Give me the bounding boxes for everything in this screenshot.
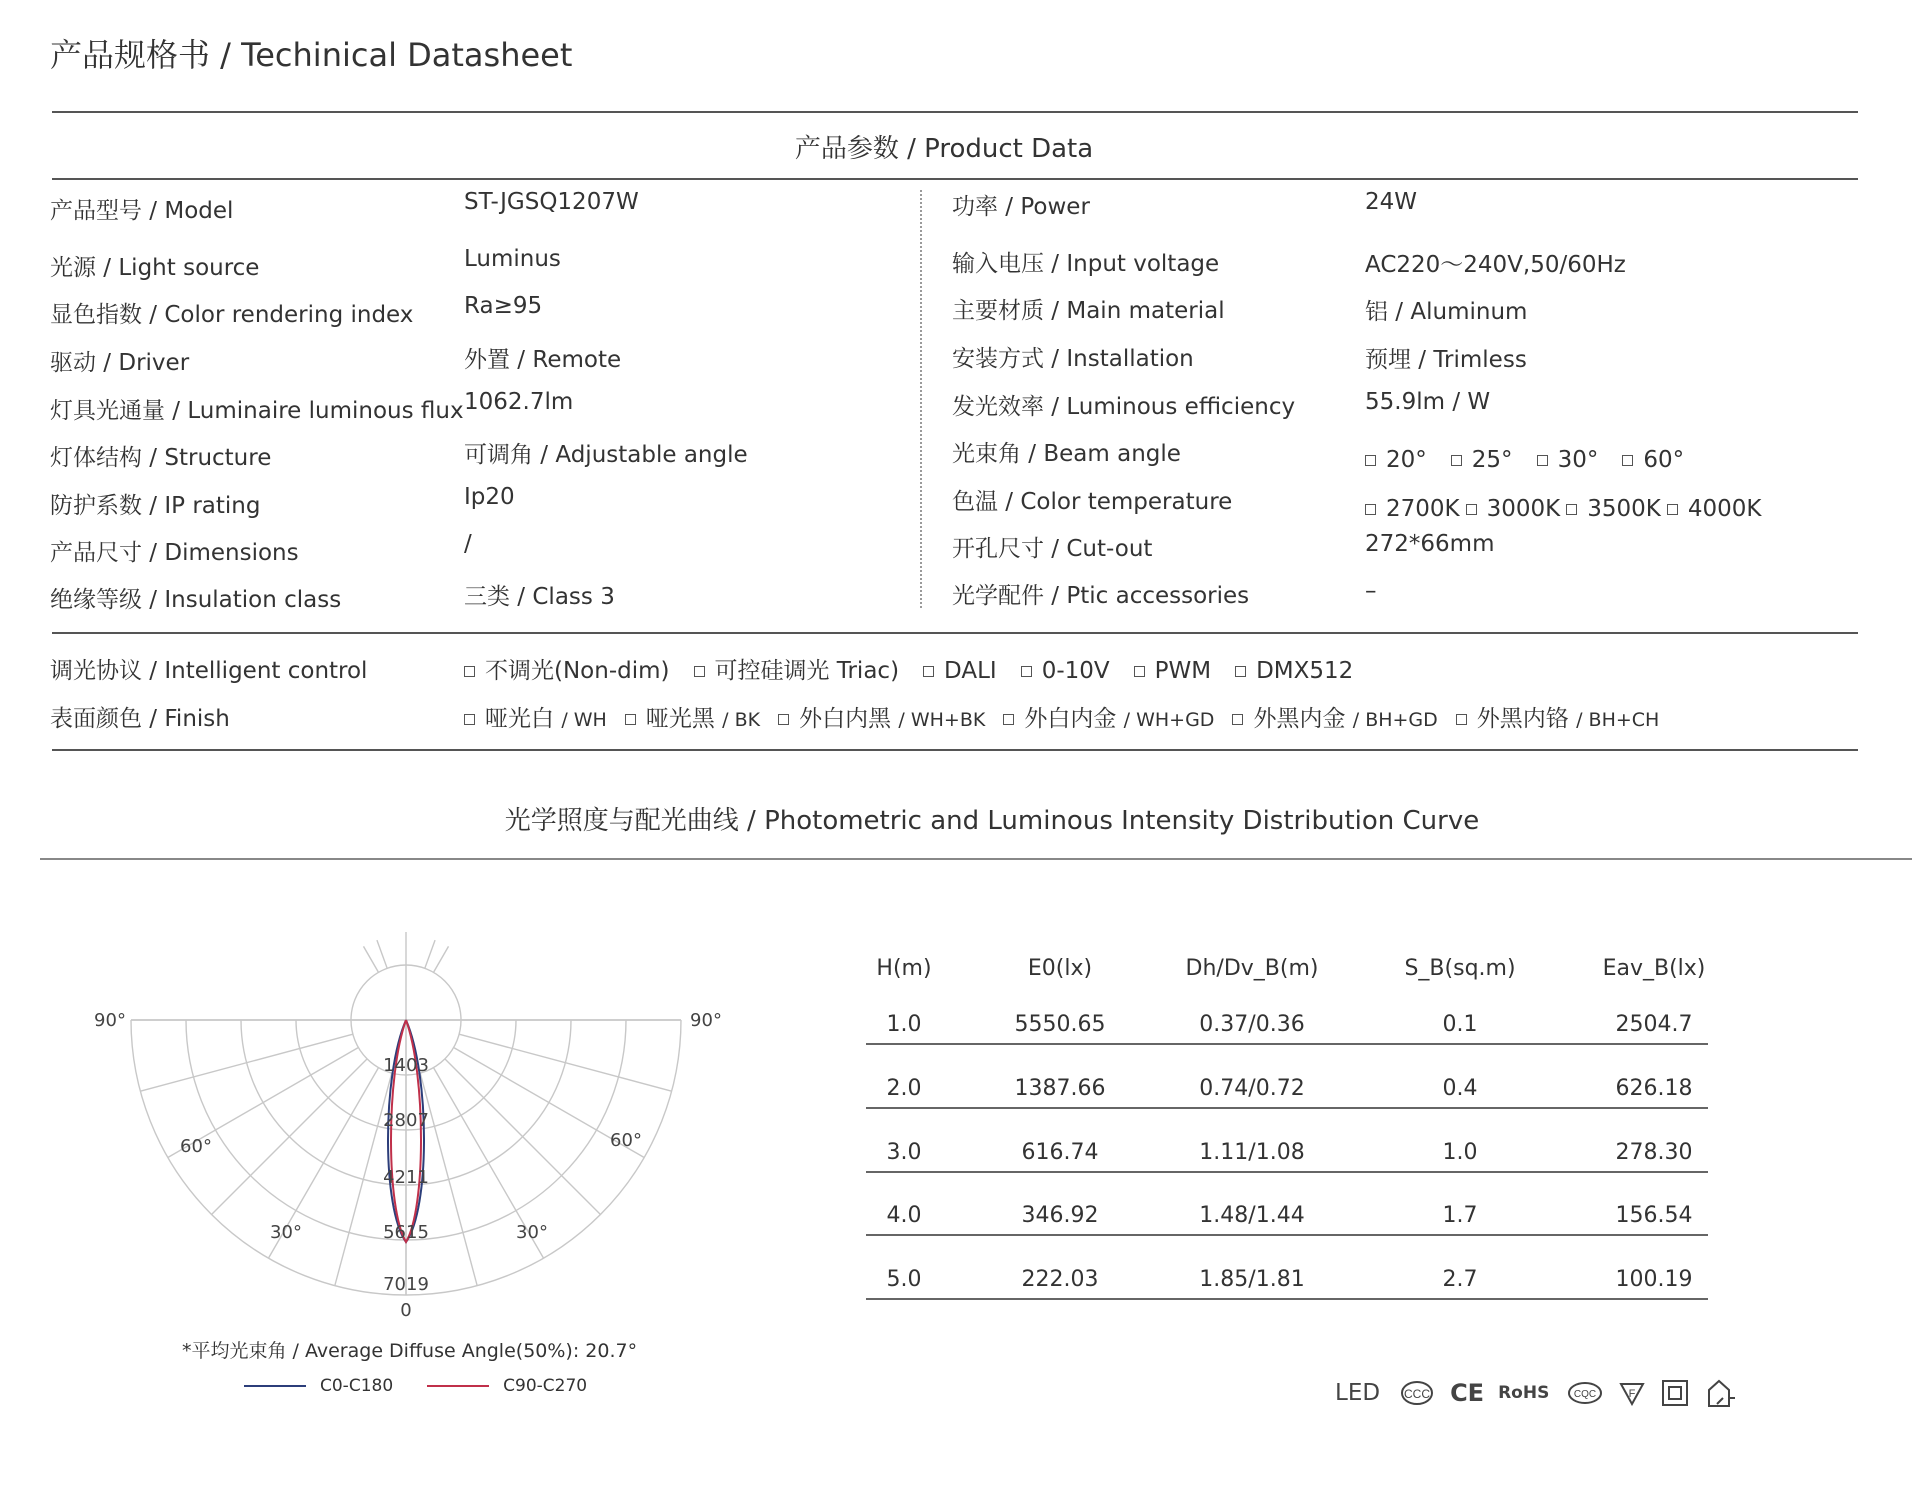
beam-angle-option[interactable] — [1451, 447, 1513, 473]
option-label: 0-10V — [1041, 658, 1110, 684]
polar-spoke — [140, 1034, 353, 1091]
checkbox-icon[interactable] — [778, 714, 789, 725]
spec-label: 色温 / Color temperature — [952, 489, 1233, 515]
legend-swatch-c0 — [244, 1385, 306, 1387]
spec-value: ST-JGSQ1207W — [464, 189, 639, 215]
option-label: 哑光黑 / BK — [645, 706, 761, 732]
svg-text:F: F — [1628, 1388, 1636, 1400]
spec-label: 产品尺寸 / Dimensions — [50, 540, 299, 566]
legend-label-c90: C90-C270 — [503, 1376, 588, 1396]
checkbox-icon[interactable] — [1235, 666, 1246, 677]
option-label: DMX512 — [1256, 658, 1354, 684]
checkbox-icon[interactable] — [1456, 714, 1467, 725]
spec-value: Ip20 — [464, 484, 515, 510]
ccc-mark-icon — [1400, 1380, 1434, 1406]
checkbox-icon[interactable] — [1466, 504, 1477, 515]
spec-label: 功率 / Power — [952, 194, 1090, 220]
checkbox-icon[interactable] — [923, 666, 934, 677]
beam-angle-option[interactable] — [1537, 447, 1599, 473]
control-options — [464, 652, 1377, 685]
control-label: 调光协议 / Intelligent control — [50, 658, 368, 684]
table-cell: 2.7 — [1442, 1267, 1478, 1292]
control-option[interactable] — [464, 652, 670, 685]
table-cell: 0.4 — [1442, 1076, 1478, 1101]
divider — [40, 858, 1912, 860]
table-cell: 4.0 — [886, 1203, 922, 1228]
table-header: Dh/Dv_B(m) — [1185, 956, 1319, 981]
option-label: 外黑内铬 / BH+CH — [1476, 706, 1660, 732]
polar-spoke — [212, 1059, 368, 1215]
finish-option[interactable] — [1232, 700, 1437, 733]
svg-text:CCC: CCC — [1404, 1387, 1431, 1401]
table-cell: 1.85/1.81 — [1199, 1267, 1305, 1292]
cct-option[interactable] — [1566, 496, 1661, 522]
checkbox-icon[interactable] — [1232, 714, 1243, 725]
table-cell: 1.48/1.44 — [1199, 1203, 1305, 1228]
spec-value: 24W — [1365, 189, 1418, 215]
spec-label: 显色指数 / Color rendering index — [50, 302, 414, 328]
table-header: Eav_B(lx) — [1602, 956, 1706, 981]
spec-label: 灯体结构 / Structure — [50, 445, 272, 471]
polar-angle-label: 30° — [516, 1222, 548, 1243]
spec-label: 驱动 / Driver — [50, 350, 190, 376]
checkbox-icon[interactable] — [1622, 455, 1633, 466]
ce-mark: CE — [1450, 1379, 1485, 1407]
table-cell: 0.74/0.72 — [1199, 1076, 1305, 1101]
option-label: 4000K — [1687, 496, 1762, 522]
cct-option[interactable] — [1365, 496, 1460, 522]
option-label: 不调光(Non-dim) — [485, 658, 670, 684]
table-cell: 5.0 — [886, 1267, 922, 1292]
polar-spoke — [434, 946, 449, 972]
divider — [52, 632, 1858, 634]
option-label: 外黑内金 / BH+GD — [1253, 706, 1438, 732]
table-header: S_B(sq.m) — [1404, 956, 1516, 981]
table-row-divider — [866, 1234, 1708, 1236]
table-cell: 616.74 — [1021, 1140, 1099, 1165]
beam-angle-option[interactable] — [1365, 447, 1427, 473]
divider — [52, 178, 1858, 180]
beam-angle-option[interactable] — [1622, 447, 1684, 473]
spec-value: 272*66mm — [1365, 531, 1495, 557]
polar-angle-label: 0 — [400, 1300, 412, 1321]
checkbox-icon[interactable] — [1451, 455, 1462, 466]
table-cell: 3.0 — [886, 1140, 922, 1165]
polar-ring-label: 1403 — [383, 1055, 429, 1076]
checkbox-icon[interactable] — [1021, 666, 1032, 677]
checkbox-icon[interactable] — [1667, 504, 1678, 515]
checkbox-icon[interactable] — [464, 666, 475, 677]
checkbox-icon[interactable] — [1134, 666, 1145, 677]
polar-angle-label: 60° — [180, 1136, 212, 1157]
table-row-divider — [866, 1298, 1708, 1300]
option-label: 可控硅调光 Triac) — [714, 658, 900, 684]
spec-value: 三类 / Class 3 — [464, 584, 615, 610]
checkbox-icon[interactable] — [464, 714, 475, 725]
polar-spoke — [364, 946, 379, 972]
control-option[interactable] — [1235, 658, 1353, 684]
legend-swatch-c90 — [427, 1385, 489, 1387]
table-cell: 346.92 — [1021, 1203, 1099, 1228]
control-option[interactable] — [1021, 658, 1110, 684]
control-option[interactable] — [694, 652, 900, 685]
luminous-intensity-polar-chart — [60, 920, 760, 1350]
f-mark-icon — [1619, 1380, 1645, 1406]
table-cell: 2504.7 — [1615, 1012, 1693, 1037]
spec-label: 主要材质 / Main material — [952, 298, 1225, 324]
table-cell: 1.11/1.08 — [1199, 1140, 1305, 1165]
finish-code: / WH+GD — [1123, 709, 1215, 731]
option-label: 外白内金 / WH+GD — [1024, 706, 1215, 732]
table-cell: 0.1 — [1442, 1012, 1478, 1037]
table-cell: 1.0 — [886, 1012, 922, 1037]
polar-ring-label: 5615 — [383, 1222, 429, 1243]
finish-options — [464, 700, 1677, 733]
table-cell: 156.54 — [1615, 1203, 1693, 1228]
table-row-divider — [866, 1171, 1708, 1173]
table-cell: 5550.65 — [1014, 1012, 1106, 1037]
polar-ring-label: 2807 — [383, 1110, 429, 1131]
option-label: 20° — [1386, 447, 1427, 473]
checkbox-icon[interactable] — [1003, 714, 1014, 725]
divider — [52, 111, 1858, 113]
spec-value: 外置 / Remote — [464, 347, 622, 373]
polar-spoke — [459, 1034, 672, 1091]
polar-angle-label: 60° — [610, 1130, 642, 1151]
page-title: 产品规格书 / Techinical Datasheet — [50, 36, 573, 74]
table-row-divider — [866, 1107, 1708, 1109]
beam-angle-options — [1365, 447, 1708, 473]
finish-code: / BK — [722, 709, 761, 731]
control-option[interactable] — [923, 658, 997, 684]
table-cell: 1387.66 — [1014, 1076, 1106, 1101]
spec-label: 光源 / Light source — [50, 255, 260, 281]
rohs-mark: RoHS — [1498, 1383, 1550, 1403]
table-cell: 222.03 — [1021, 1267, 1099, 1292]
spec-value: AC220～240V,50/60Hz — [1365, 252, 1626, 278]
option-label: PWM — [1154, 658, 1212, 684]
table-cell: 1.0 — [1442, 1140, 1478, 1165]
divider — [52, 749, 1858, 751]
table-cell: 0.37/0.36 — [1199, 1012, 1305, 1037]
table-cell: 278.30 — [1615, 1140, 1693, 1165]
polar-ring-label: 7019 — [383, 1274, 429, 1295]
finish-option[interactable] — [778, 700, 985, 733]
spec-value: Luminus — [464, 246, 561, 272]
table-cell: 100.19 — [1615, 1267, 1693, 1292]
finish-code: / BH+CH — [1576, 709, 1660, 731]
cqc-mark-icon — [1567, 1381, 1603, 1405]
spec-label: 产品型号 / Model — [50, 198, 234, 224]
class-2-icon — [1661, 1379, 1689, 1407]
led-mark: LED — [1335, 1380, 1381, 1406]
spec-value: 55.9lm / W — [1365, 389, 1491, 415]
spec-label: 光束角 / Beam angle — [952, 441, 1181, 467]
finish-option[interactable] — [625, 700, 760, 733]
finish-code: / WH — [561, 709, 607, 731]
option-label: 外白内黑 / WH+BK — [799, 706, 986, 732]
spec-value: 可调角 / Adjustable angle — [464, 442, 748, 468]
checkbox-icon[interactable] — [625, 714, 636, 725]
legend-label-c0: C0-C180 — [320, 1376, 394, 1396]
cct-option[interactable] — [1466, 496, 1561, 522]
spec-label: 光学配件 / Ptic accessories — [952, 583, 1250, 609]
option-label: 2700K — [1386, 496, 1460, 522]
polar-spoke — [377, 940, 387, 968]
finish-label: 表面颜色 / Finish — [50, 706, 230, 732]
checkbox-icon[interactable] — [1566, 504, 1577, 515]
polar-spoke — [425, 940, 435, 968]
table-cell: 626.18 — [1615, 1076, 1693, 1101]
table-header: E0(lx) — [1027, 956, 1093, 981]
table-header: H(m) — [876, 956, 932, 981]
option-label: 3500K — [1587, 496, 1661, 522]
spec-label: 灯具光通量 / Luminaire luminous flux — [50, 398, 464, 424]
svg-text:CQC: CQC — [1574, 1389, 1597, 1400]
option-label: DALI — [944, 658, 997, 684]
polar-angle-label: 30° — [270, 1222, 302, 1243]
table-cell: 2.0 — [886, 1076, 922, 1101]
checkbox-icon[interactable] — [1365, 455, 1376, 466]
table-row-divider — [866, 1043, 1708, 1045]
polar-spoke — [445, 1059, 601, 1215]
checkbox-icon[interactable] — [1537, 455, 1548, 466]
table-cell: 1.7 — [1442, 1203, 1478, 1228]
average-diffuse-angle-note: *平均光束角 / Average Diffuse Angle(50%): 20.7° — [182, 1340, 638, 1362]
spec-value: 铝 / Aluminum — [1365, 299, 1528, 325]
option-label: 25° — [1471, 447, 1513, 473]
option-label: 60° — [1643, 447, 1685, 473]
polar-ring-label: 4211 — [383, 1167, 429, 1188]
spec-value: 1062.7lm — [464, 389, 574, 415]
spec-value: / — [464, 531, 472, 557]
spec-label: 输入电压 / Input voltage — [952, 251, 1220, 277]
section-title-product-data: 产品参数 / Product Data — [794, 134, 1094, 164]
option-label: 3000K — [1486, 496, 1561, 522]
chart-legend — [244, 1376, 587, 1396]
spec-label: 防护系数 / IP rating — [50, 493, 261, 519]
spec-value: 预埋 / Trimless — [1365, 347, 1527, 373]
column-separator — [920, 190, 922, 608]
spec-label: 安装方式 / Installation — [952, 346, 1194, 372]
indoor-use-icon — [1705, 1378, 1737, 1408]
finish-option[interactable] — [1456, 700, 1660, 733]
finish-option[interactable] — [1003, 700, 1214, 733]
spec-value: – — [1365, 578, 1377, 604]
spec-label: 绝缘等级 / Insulation class — [50, 587, 342, 613]
option-label: 哑光白 / WH — [485, 706, 607, 732]
spec-label: 开孔尺寸 / Cut-out — [952, 536, 1153, 562]
option-label: 30° — [1557, 447, 1599, 473]
control-option[interactable] — [1134, 658, 1211, 684]
checkbox-icon[interactable] — [1365, 504, 1376, 515]
section-title-photometric: 光学照度与配光曲线 / Photometric and Luminous Intensity Distribution Curve — [504, 806, 1480, 836]
spec-value: Ra≥95 — [464, 293, 543, 319]
spec-label: 发光效率 / Luminous efficiency — [952, 394, 1296, 420]
finish-code: / WH+BK — [898, 709, 986, 731]
finish-code: / BH+GD — [1352, 709, 1438, 731]
color-temperature-options — [1365, 496, 1768, 522]
polar-angle-label: 90° — [690, 1010, 722, 1031]
polar-angle-label: 90° — [94, 1010, 126, 1031]
finish-option[interactable] — [464, 700, 607, 733]
certification-marks — [1335, 1378, 1737, 1408]
checkbox-icon[interactable] — [694, 666, 705, 677]
cct-option[interactable] — [1667, 496, 1762, 522]
